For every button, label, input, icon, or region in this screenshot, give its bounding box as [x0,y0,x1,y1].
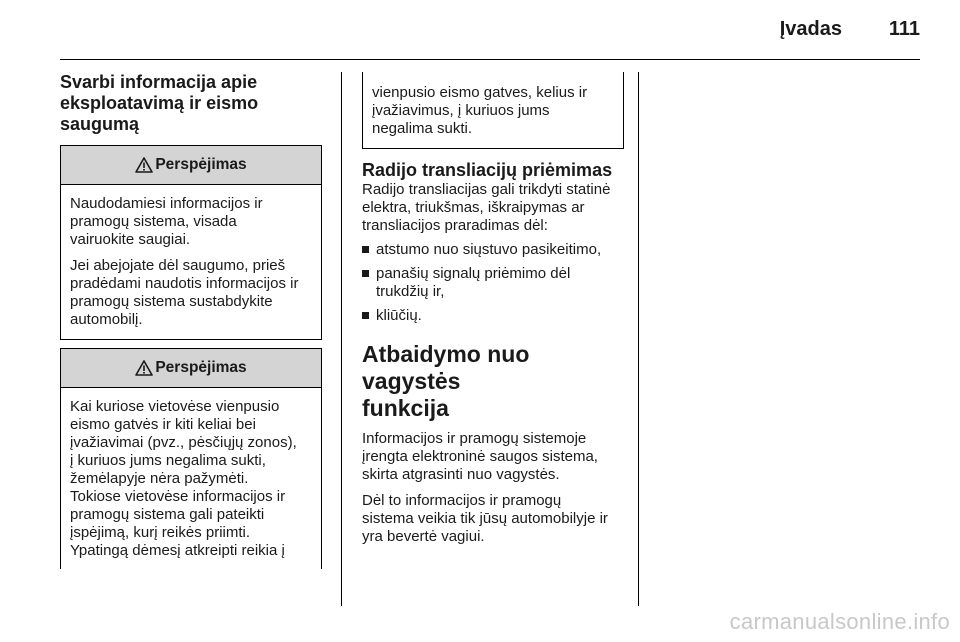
column-divider-right [638,72,639,606]
safety-heading: Svarbi informacija apie eksploatavimą ir eismo saugumą [60,72,259,134]
warning-box-2 [60,348,322,569]
warning-box-body [61,388,321,570]
warning-box-header [61,146,321,185]
list-item: atstumo nuo siųstuvo pasikeitimo, [362,241,624,259]
watermark: carmanualsonline.info [729,609,950,634]
warning-title: Perspėjimas [155,156,247,173]
page-header [60,0,920,60]
theft-heading: Atbaidymo nuo vagystės funkcija [362,341,530,421]
radio-heading: Radijo transliacijų priėmimas [362,160,613,180]
warning-title: Perspėjimas [155,359,247,376]
warning-triangle-icon [135,157,153,173]
warning-paragraph: Jei abejojate dėl saugumo, prieš pradėdami naudotis informacijos ir pramogų sistema sustabdykite automobilį. [70,257,299,328]
list-item: panašių signalų priėmimo dėl trukdžių ir, [362,265,624,301]
warning-box-continued [362,72,624,149]
page-number: 111 [888,18,920,40]
radio-bullet-list [362,241,624,325]
warning-paragraph: Naudodamiesi informacijos ir pramogų sistema, visada vairuokite saugiai. [70,195,263,248]
warning-box-1 [60,145,322,340]
theft-paragraph-1: Informacijos ir pramogų sistemoje įrengta elektroninė saugos sistema, skirta atgrasinti nuo vagystės. [362,430,598,483]
warning-triangle-icon [135,360,153,376]
warning-paragraph: Kai kuriose vietovėse vienpusio eismo gatvės ir kiti keliai bei įvažiavimai (pvz., pėsčiųjų zonos), į kuriuos jums negalima sukti, žemėlapyje nėra pažymėti. Tokiose vietovėse informacijos ir pramogų sistema gali pateikti įspėjimą, kurį reikės priimti. Ypatingą dėmesį atkreipti reikia į [70,398,297,559]
warning-box-body [61,185,321,339]
radio-intro: Radijo transliacijas gali trikdyti statinė elektra, triukšmas, iškraipymas ar transliacijos praradimas dėl: [362,181,611,234]
theft-paragraph-2: Dėl to informacijos ir pramogų sistema veikia tik jūsų automobilyje ir yra bevertė vagiui. [362,492,608,545]
warning-paragraph: vienpusio eismo gatves, kelius ir įvažiavimus, į kuriuos jums negalima sukti. [372,84,588,137]
left-column [60,72,322,569]
column-divider-left [341,72,342,606]
middle-column [362,72,624,546]
warning-box-header [61,349,321,388]
warning-box-body [363,72,623,148]
header-rule [60,59,920,60]
list-item: kliūčių. [362,307,624,325]
chapter-title: Įvadas [779,18,842,40]
